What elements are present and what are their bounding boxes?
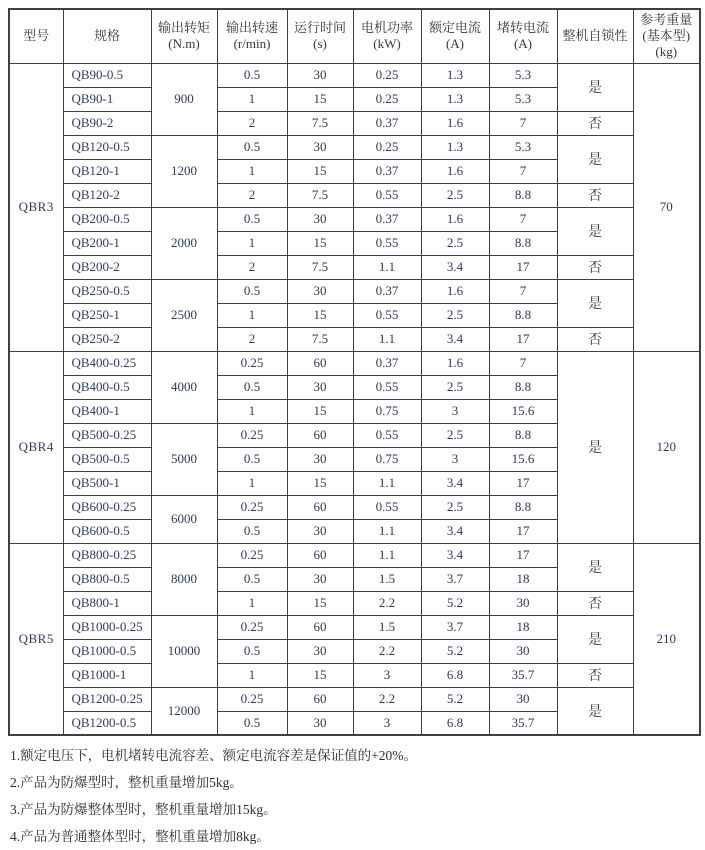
table-row bbox=[9, 183, 700, 207]
cell-locked: 8.8 bbox=[489, 423, 557, 447]
cell-locked: 8.8 bbox=[489, 303, 557, 327]
cell-speed: 0.5 bbox=[217, 519, 287, 543]
cell-torque: 8000 bbox=[151, 543, 217, 615]
cell-rated: 6.8 bbox=[421, 711, 489, 735]
cell-power: 1.5 bbox=[353, 615, 421, 639]
cell-rated: 3.4 bbox=[421, 255, 489, 279]
cell-weight: 210 bbox=[633, 543, 700, 735]
cell-rated: 3 bbox=[421, 399, 489, 423]
cell-spec: QB90-0.5 bbox=[63, 63, 151, 87]
cell-spec: QB600-0.25 bbox=[63, 495, 151, 519]
cell-power: 0.25 bbox=[353, 135, 421, 159]
header-line: (kg) bbox=[655, 44, 678, 60]
header-row bbox=[9, 9, 700, 63]
cell-spec: QB120-0.5 bbox=[63, 135, 151, 159]
cell-power: 3 bbox=[353, 711, 421, 735]
cell-power: 0.55 bbox=[353, 303, 421, 327]
cell-locked: 17 bbox=[489, 327, 557, 351]
cell-locked: 35.7 bbox=[489, 711, 557, 735]
table-row bbox=[9, 327, 700, 351]
cell-power: 1.1 bbox=[353, 255, 421, 279]
cell-speed: 0.5 bbox=[217, 711, 287, 735]
cell-rated: 2.5 bbox=[421, 423, 489, 447]
cell-locked: 17 bbox=[489, 471, 557, 495]
cell-speed: 1 bbox=[217, 159, 287, 183]
cell-power: 0.25 bbox=[353, 63, 421, 87]
cell-spec: QB800-0.25 bbox=[63, 543, 151, 567]
cell-self-lock: 是 bbox=[557, 207, 633, 255]
cell-time: 15 bbox=[287, 663, 353, 687]
cell-locked: 18 bbox=[489, 567, 557, 591]
cell-rated: 1.3 bbox=[421, 63, 489, 87]
table-header bbox=[9, 9, 700, 63]
cell-self-lock: 是 bbox=[557, 63, 633, 111]
header-line: 输出转速 bbox=[225, 20, 278, 36]
cell-speed: 1 bbox=[217, 231, 287, 255]
cell-speed: 0.5 bbox=[217, 279, 287, 303]
cell-spec: QB800-1 bbox=[63, 591, 151, 615]
cell-speed: 0.25 bbox=[217, 351, 287, 375]
cell-torque: 5000 bbox=[151, 423, 217, 495]
cell-locked: 7 bbox=[489, 279, 557, 303]
cell-spec: QB250-2 bbox=[63, 327, 151, 351]
cell-self-lock: 否 bbox=[557, 591, 633, 615]
cell-locked: 7 bbox=[489, 111, 557, 135]
cell-rated: 6.8 bbox=[421, 663, 489, 687]
table-row bbox=[9, 687, 700, 711]
cell-speed: 0.25 bbox=[217, 495, 287, 519]
header-line: (A) bbox=[513, 36, 533, 52]
table-row bbox=[9, 279, 700, 303]
cell-spec: QB120-2 bbox=[63, 183, 151, 207]
cell-spec: QB90-1 bbox=[63, 87, 151, 111]
cell-locked: 8.8 bbox=[489, 375, 557, 399]
cell-torque: 4000 bbox=[151, 351, 217, 423]
header-line: (基本型) bbox=[642, 28, 691, 44]
cell-self-lock: 是 bbox=[557, 135, 633, 183]
cell-rated: 3.4 bbox=[421, 519, 489, 543]
cell-rated: 3 bbox=[421, 447, 489, 471]
cell-time: 60 bbox=[287, 687, 353, 711]
cell-speed: 2 bbox=[217, 255, 287, 279]
cell-speed: 0.25 bbox=[217, 687, 287, 711]
cell-spec: QB120-1 bbox=[63, 159, 151, 183]
cell-locked: 8.8 bbox=[489, 231, 557, 255]
cell-power: 0.55 bbox=[353, 495, 421, 519]
header-line: 输出转矩 bbox=[157, 20, 210, 36]
cell-spec: QB500-0.5 bbox=[63, 447, 151, 471]
cell-spec: QB1000-1 bbox=[63, 663, 151, 687]
cell-time: 60 bbox=[287, 423, 353, 447]
cell-spec: QB600-0.5 bbox=[63, 519, 151, 543]
cell-speed: 1 bbox=[217, 303, 287, 327]
cell-model: QBR3 bbox=[9, 63, 63, 351]
cell-model: QBR5 bbox=[9, 543, 63, 735]
cell-rated: 5.2 bbox=[421, 639, 489, 663]
cell-speed: 1 bbox=[217, 591, 287, 615]
cell-time: 15 bbox=[287, 399, 353, 423]
cell-power: 1.1 bbox=[353, 471, 421, 495]
cell-speed: 1 bbox=[217, 87, 287, 111]
header-line: 额定电流 bbox=[428, 20, 481, 36]
table-row bbox=[9, 111, 700, 135]
cell-spec: QB400-0.25 bbox=[63, 351, 151, 375]
col-header-lock bbox=[557, 9, 633, 63]
header-line: 运行时间 bbox=[293, 20, 346, 36]
col-header-locked bbox=[489, 9, 557, 63]
cell-power: 1.1 bbox=[353, 519, 421, 543]
cell-locked: 17 bbox=[489, 255, 557, 279]
cell-spec: QB400-0.5 bbox=[63, 375, 151, 399]
table-row bbox=[9, 351, 700, 375]
cell-time: 7.5 bbox=[287, 327, 353, 351]
cell-speed: 0.5 bbox=[217, 639, 287, 663]
cell-rated: 3.4 bbox=[421, 471, 489, 495]
cell-power: 0.55 bbox=[353, 231, 421, 255]
cell-time: 15 bbox=[287, 591, 353, 615]
cell-time: 30 bbox=[287, 711, 353, 735]
cell-time: 7.5 bbox=[287, 111, 353, 135]
cell-rated: 1.6 bbox=[421, 111, 489, 135]
cell-spec: QB250-1 bbox=[63, 303, 151, 327]
cell-rated: 2.5 bbox=[421, 303, 489, 327]
cell-spec: QB800-0.5 bbox=[63, 567, 151, 591]
table-row bbox=[9, 255, 700, 279]
col-header-model bbox=[9, 9, 63, 63]
cell-power: 0.37 bbox=[353, 351, 421, 375]
cell-rated: 3.7 bbox=[421, 615, 489, 639]
cell-power: 2.2 bbox=[353, 639, 421, 663]
cell-speed: 2 bbox=[217, 183, 287, 207]
cell-spec: QB200-1 bbox=[63, 231, 151, 255]
cell-rated: 2.5 bbox=[421, 231, 489, 255]
cell-time: 7.5 bbox=[287, 255, 353, 279]
cell-self-lock: 否 bbox=[557, 183, 633, 207]
table-row bbox=[9, 207, 700, 231]
cell-self-lock: 是 bbox=[557, 543, 633, 591]
cell-speed: 0.5 bbox=[217, 447, 287, 471]
cell-time: 30 bbox=[287, 279, 353, 303]
cell-rated: 3.7 bbox=[421, 567, 489, 591]
note-2: 2.产品为防爆型时，整机重量增加5kg。 bbox=[10, 775, 243, 790]
cell-power: 3 bbox=[353, 663, 421, 687]
cell-locked: 5.3 bbox=[489, 135, 557, 159]
note-4: 4.产品为普通整体型时，整机重量增加8kg。 bbox=[10, 829, 270, 844]
spec-table bbox=[8, 8, 701, 736]
cell-torque: 12000 bbox=[151, 687, 217, 735]
cell-power: 1.1 bbox=[353, 327, 421, 351]
col-header-time bbox=[287, 9, 353, 63]
cell-speed: 0.5 bbox=[217, 135, 287, 159]
cell-power: 0.37 bbox=[353, 207, 421, 231]
cell-rated: 2.5 bbox=[421, 183, 489, 207]
cell-time: 30 bbox=[287, 447, 353, 471]
table-row bbox=[9, 591, 700, 615]
cell-time: 30 bbox=[287, 63, 353, 87]
cell-power: 0.25 bbox=[353, 87, 421, 111]
cell-power: 1.1 bbox=[353, 543, 421, 567]
cell-time: 60 bbox=[287, 543, 353, 567]
cell-self-lock: 否 bbox=[557, 327, 633, 351]
cell-spec: QB250-0.5 bbox=[63, 279, 151, 303]
cell-power: 2.2 bbox=[353, 687, 421, 711]
cell-spec: QB200-0.5 bbox=[63, 207, 151, 231]
cell-speed: 0.25 bbox=[217, 615, 287, 639]
cell-speed: 2 bbox=[217, 327, 287, 351]
cell-time: 15 bbox=[287, 471, 353, 495]
cell-locked: 7 bbox=[489, 159, 557, 183]
cell-speed: 0.5 bbox=[217, 207, 287, 231]
cell-rated: 1.3 bbox=[421, 87, 489, 111]
cell-locked: 30 bbox=[489, 687, 557, 711]
cell-self-lock: 否 bbox=[557, 663, 633, 687]
cell-time: 30 bbox=[287, 207, 353, 231]
cell-power: 0.55 bbox=[353, 423, 421, 447]
cell-spec: QB400-1 bbox=[63, 399, 151, 423]
cell-locked: 8.8 bbox=[489, 183, 557, 207]
cell-time: 15 bbox=[287, 231, 353, 255]
cell-locked: 30 bbox=[489, 591, 557, 615]
header-line: (s) bbox=[313, 36, 327, 52]
header-line: (r/min) bbox=[233, 36, 271, 52]
cell-spec: QB500-0.25 bbox=[63, 423, 151, 447]
cell-self-lock: 是 bbox=[557, 351, 633, 543]
cell-weight: 70 bbox=[633, 63, 700, 351]
cell-model: QBR4 bbox=[9, 351, 63, 543]
cell-speed: 2 bbox=[217, 111, 287, 135]
cell-power: 0.75 bbox=[353, 399, 421, 423]
cell-rated: 1.6 bbox=[421, 279, 489, 303]
header-line: (A) bbox=[445, 36, 465, 52]
note-1: 1.额定电压下，电机堵转电流容差、额定电流容差是保证值的+20%。 bbox=[10, 748, 417, 763]
cell-power: 0.37 bbox=[353, 159, 421, 183]
cell-rated: 2.5 bbox=[421, 495, 489, 519]
cell-torque: 10000 bbox=[151, 615, 217, 687]
cell-self-lock: 是 bbox=[557, 279, 633, 327]
cell-power: 0.55 bbox=[353, 375, 421, 399]
cell-speed: 0.5 bbox=[217, 63, 287, 87]
cell-torque: 1200 bbox=[151, 135, 217, 207]
cell-rated: 1.6 bbox=[421, 351, 489, 375]
cell-spec: QB90-2 bbox=[63, 111, 151, 135]
footnotes bbox=[8, 742, 699, 850]
cell-locked: 15.6 bbox=[489, 447, 557, 471]
cell-rated: 5.2 bbox=[421, 687, 489, 711]
cell-locked: 17 bbox=[489, 543, 557, 567]
header-line: (kW) bbox=[373, 36, 401, 52]
table-row bbox=[9, 135, 700, 159]
cell-torque: 2500 bbox=[151, 279, 217, 351]
cell-rated: 1.6 bbox=[421, 159, 489, 183]
table-row bbox=[9, 63, 700, 87]
cell-power: 0.75 bbox=[353, 447, 421, 471]
cell-rated: 3.4 bbox=[421, 327, 489, 351]
cell-time: 60 bbox=[287, 495, 353, 519]
cell-power: 2.2 bbox=[353, 591, 421, 615]
cell-torque: 2000 bbox=[151, 207, 217, 279]
cell-time: 30 bbox=[287, 567, 353, 591]
cell-locked: 15.6 bbox=[489, 399, 557, 423]
cell-locked: 30 bbox=[489, 639, 557, 663]
cell-time: 30 bbox=[287, 639, 353, 663]
cell-spec: QB1200-0.5 bbox=[63, 711, 151, 735]
col-header-spec bbox=[63, 9, 151, 63]
cell-torque: 900 bbox=[151, 63, 217, 135]
cell-spec: QB1000-0.25 bbox=[63, 615, 151, 639]
header-line: 堵转电流 bbox=[496, 20, 549, 36]
cell-weight: 120 bbox=[633, 351, 700, 543]
cell-rated: 2.5 bbox=[421, 375, 489, 399]
cell-power: 0.55 bbox=[353, 183, 421, 207]
cell-speed: 0.5 bbox=[217, 567, 287, 591]
cell-rated: 5.2 bbox=[421, 591, 489, 615]
cell-spec: QB200-2 bbox=[63, 255, 151, 279]
col-header-rated bbox=[421, 9, 489, 63]
header-line: 整机自锁性 bbox=[562, 28, 628, 44]
cell-self-lock: 否 bbox=[557, 255, 633, 279]
cell-power: 0.37 bbox=[353, 111, 421, 135]
cell-time: 30 bbox=[287, 519, 353, 543]
cell-locked: 35.7 bbox=[489, 663, 557, 687]
cell-time: 7.5 bbox=[287, 183, 353, 207]
cell-spec: QB1200-0.25 bbox=[63, 687, 151, 711]
cell-locked: 7 bbox=[489, 207, 557, 231]
cell-locked: 5.3 bbox=[489, 87, 557, 111]
cell-power: 1.5 bbox=[353, 567, 421, 591]
cell-time: 15 bbox=[287, 303, 353, 327]
cell-time: 15 bbox=[287, 87, 353, 111]
cell-locked: 18 bbox=[489, 615, 557, 639]
cell-power: 0.37 bbox=[353, 279, 421, 303]
cell-locked: 8.8 bbox=[489, 495, 557, 519]
cell-time: 15 bbox=[287, 159, 353, 183]
header-line: 参考重量 bbox=[640, 12, 693, 28]
cell-speed: 1 bbox=[217, 471, 287, 495]
cell-time: 60 bbox=[287, 351, 353, 375]
cell-time: 30 bbox=[287, 135, 353, 159]
cell-speed: 0.25 bbox=[217, 543, 287, 567]
cell-speed: 0.5 bbox=[217, 375, 287, 399]
cell-torque: 6000 bbox=[151, 495, 217, 543]
table-row bbox=[9, 543, 700, 567]
cell-speed: 1 bbox=[217, 663, 287, 687]
header-line: (N.m) bbox=[168, 36, 200, 52]
cell-rated: 1.6 bbox=[421, 207, 489, 231]
col-header-power bbox=[353, 9, 421, 63]
header-line: 电机功率 bbox=[360, 20, 413, 36]
table-body bbox=[9, 63, 700, 735]
cell-self-lock: 否 bbox=[557, 111, 633, 135]
header-line: 型号 bbox=[23, 28, 50, 44]
cell-speed: 0.25 bbox=[217, 423, 287, 447]
cell-spec: QB1000-0.5 bbox=[63, 639, 151, 663]
cell-rated: 1.3 bbox=[421, 135, 489, 159]
cell-self-lock: 是 bbox=[557, 687, 633, 735]
cell-locked: 7 bbox=[489, 351, 557, 375]
cell-spec: QB500-1 bbox=[63, 471, 151, 495]
note-3: 3.产品为防爆整体型时，整机重量增加15kg。 bbox=[10, 802, 277, 817]
col-header-weight bbox=[633, 9, 700, 63]
cell-locked: 5.3 bbox=[489, 63, 557, 87]
cell-speed: 1 bbox=[217, 399, 287, 423]
col-header-torque bbox=[151, 9, 217, 63]
cell-locked: 17 bbox=[489, 519, 557, 543]
table-row bbox=[9, 663, 700, 687]
table-row bbox=[9, 615, 700, 639]
cell-time: 30 bbox=[287, 375, 353, 399]
header-line: 规格 bbox=[93, 28, 120, 44]
cell-time: 60 bbox=[287, 615, 353, 639]
cell-rated: 3.4 bbox=[421, 543, 489, 567]
col-header-speed bbox=[217, 9, 287, 63]
cell-self-lock: 是 bbox=[557, 615, 633, 663]
